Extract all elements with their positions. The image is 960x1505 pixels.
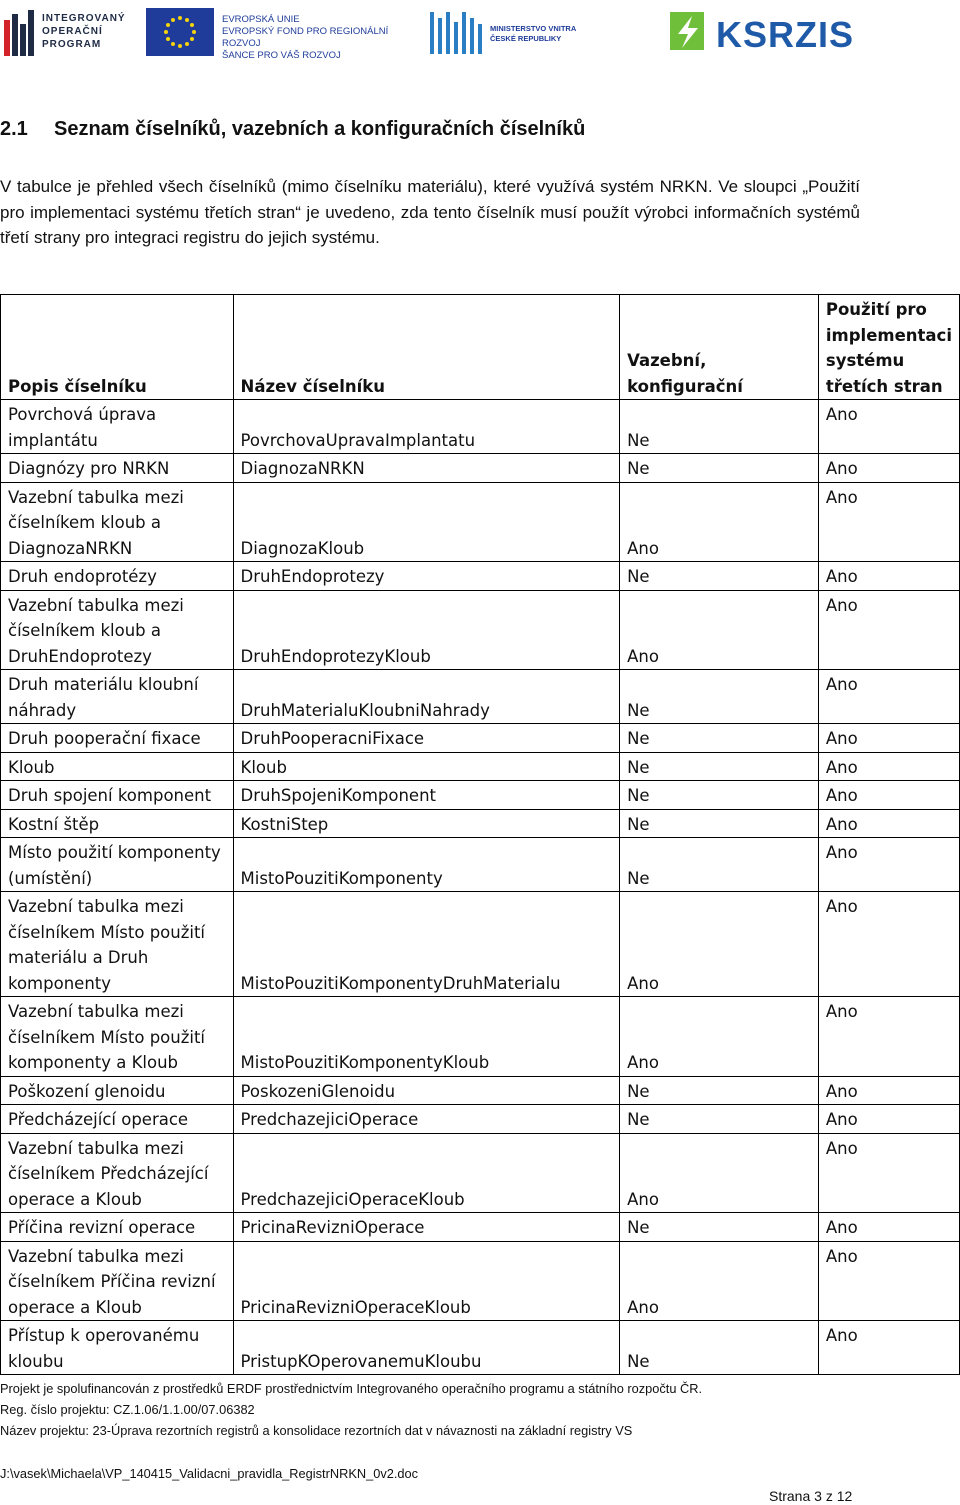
cell-popis: Druh spojení komponent: [1, 781, 234, 810]
table-row: [1, 809, 960, 838]
cell-nazev: MistoPouzitiKomponenty: [233, 838, 620, 892]
table-row: [1, 454, 960, 483]
cell-pouziti: Ano: [818, 400, 959, 454]
cell-nazev: DiagnozaNRKN: [233, 454, 620, 483]
cell-vazebni: Ne: [620, 809, 819, 838]
cell-popis: Druh pooperační fixace: [1, 724, 234, 753]
cell-pouziti: Ano: [818, 1133, 959, 1213]
eu-logo: [146, 8, 426, 61]
section-heading: [0, 118, 585, 141]
cell-vazebni: Ano: [620, 997, 819, 1077]
cell-pouziti: Ano: [818, 590, 959, 670]
cell-pouziti: Ano: [818, 1213, 959, 1242]
section-number: 2.1: [0, 118, 28, 140]
ministry-logo-text: MINISTERSTVO VNITRA ČESKÉ REPUBLIKY: [490, 24, 577, 43]
cell-popis: Vazební tabulka mezi číselníkem kloub a DiagnozaNRKN: [1, 482, 234, 562]
cell-nazev: PristupKOperovanemuKloubu: [233, 1321, 620, 1375]
eu-flag-icon: [146, 8, 214, 56]
cell-pouziti: Ano: [818, 1105, 959, 1134]
iop-logo-text: INTEGROVANÝ OPERAČNÍ PROGRAM: [42, 13, 126, 50]
cell-nazev: DruhEndoprotezy: [233, 562, 620, 591]
ksrzis-logo-text: KSRZIS: [716, 14, 855, 55]
cell-popis: Poškození glenoidu: [1, 1076, 234, 1105]
cell-pouziti: Ano: [818, 724, 959, 753]
cell-pouziti: Ano: [818, 1241, 959, 1321]
cell-nazev: PricinaRevizniOperace: [233, 1213, 620, 1242]
cell-vazebni: Ano: [620, 1133, 819, 1213]
cell-vazebni: Ne: [620, 1105, 819, 1134]
cell-vazebni: Ano: [620, 892, 819, 997]
table-body: [1, 400, 960, 1375]
cell-pouziti: Ano: [818, 1321, 959, 1375]
cell-pouziti: Ano: [818, 454, 959, 483]
cell-nazev: MistoPouzitiKomponentyKloub: [233, 997, 620, 1077]
cell-nazev: KostniStep: [233, 809, 620, 838]
cell-vazebni: Ne: [620, 1213, 819, 1242]
cell-pouziti: Ano: [818, 562, 959, 591]
cell-vazebni: Ano: [620, 1241, 819, 1321]
table-row: [1, 400, 960, 454]
cell-vazebni: Ano: [620, 590, 819, 670]
section-title: Seznam číselníků, vazebních a konfiguračních číselníků: [54, 118, 586, 140]
cell-popis: Kloub: [1, 752, 234, 781]
codelist-table: [0, 294, 960, 1375]
cell-vazebni: Ne: [620, 1321, 819, 1375]
cell-pouziti: Ano: [818, 482, 959, 562]
cell-popis: Diagnózy pro NRKN: [1, 454, 234, 483]
table-row: [1, 752, 960, 781]
iop-bars-icon: [4, 10, 36, 56]
table-row: [1, 781, 960, 810]
cell-vazebni: Ne: [620, 400, 819, 454]
cell-vazebni: Ne: [620, 562, 819, 591]
table-row: [1, 1133, 960, 1213]
table-row: [1, 838, 960, 892]
cell-nazev: DiagnozaKloub: [233, 482, 620, 562]
table-row: [1, 1076, 960, 1105]
cell-pouziti: Ano: [818, 809, 959, 838]
intro-paragraph: V tabulce je přehled všech číselníků (mimo číselníku materiálu), které využívá systém NRKN. Ve sloupci „Použití pro implementaci systému třetích stran“ je uvedeno, zda tento číselník musí použít výrobci informačních systémů třetí strany pro integraci registru do jejich systému.: [0, 177, 860, 247]
header-pouziti: Použití pro implementaci systému třetích stran: [818, 295, 959, 400]
cell-nazev: PredchazejiciOperaceKloub: [233, 1133, 620, 1213]
cell-pouziti: Ano: [818, 997, 959, 1077]
cell-pouziti: Ano: [818, 838, 959, 892]
cell-popis: Druh endoprotézy: [1, 562, 234, 591]
table-row: [1, 1213, 960, 1242]
cell-pouziti: Ano: [818, 892, 959, 997]
table-row: [1, 1241, 960, 1321]
cell-nazev: DruhEndoprotezyKloub: [233, 590, 620, 670]
table-row: [1, 590, 960, 670]
ksrzis-logo: [664, 8, 854, 58]
table-row: [1, 724, 960, 753]
cell-popis: Předcházející operace: [1, 1105, 234, 1134]
ministry-logo: [430, 8, 580, 58]
table-header-row: [1, 295, 960, 400]
cell-popis: Vazební tabulka mezi číselníkem Místo použití materiálu a Druh komponenty: [1, 892, 234, 997]
cell-vazebni: Ne: [620, 838, 819, 892]
footer-funding: Projekt je spolufinancován z prostředků ERDF prostřednictvím Integrovaného operačního programu a státního rozpočtu ČR.: [0, 1381, 703, 1396]
ministry-grid-icon: [430, 10, 482, 56]
cell-pouziti: Ano: [818, 670, 959, 724]
table-row: [1, 1105, 960, 1134]
cell-vazebni: Ne: [620, 724, 819, 753]
table-row: [1, 997, 960, 1077]
cell-nazev: DruhMaterialuKloubniNahrady: [233, 670, 620, 724]
cell-nazev: Kloub: [233, 752, 620, 781]
table-row: [1, 670, 960, 724]
footer-reg-number: Reg. číslo projektu: CZ.1.06/1.1.00/07.06382: [0, 1402, 255, 1417]
cell-nazev: DruhSpojeniKomponent: [233, 781, 620, 810]
cell-nazev: PovrchovaUpravaImplantatu: [233, 400, 620, 454]
cell-popis: Vazební tabulka mezi číselníkem Místo použití komponenty a Kloub: [1, 997, 234, 1077]
cell-vazebni: Ne: [620, 781, 819, 810]
footer-project-name: Název projektu: 23-Úprava rezortních registrů a konsolidace rezortních dat v návaznosti na základní registry VS: [0, 1423, 633, 1438]
header-logos: [0, 6, 960, 62]
cell-popis: Povrchová úprava implantátu: [1, 400, 234, 454]
cell-pouziti: Ano: [818, 1076, 959, 1105]
cell-vazebni: Ano: [620, 482, 819, 562]
table-row: [1, 482, 960, 562]
header-popis: Popis číselníku: [1, 295, 234, 400]
cell-popis: Vazební tabulka mezi číselníkem Příčina revizní operace a Kloub: [1, 1241, 234, 1321]
table-row: [1, 562, 960, 591]
cell-vazebni: Ne: [620, 670, 819, 724]
cell-nazev: MistoPouzitiKomponentyDruhMaterialu: [233, 892, 620, 997]
cell-popis: Příčina revizní operace: [1, 1213, 234, 1242]
cell-nazev: PredchazejiciOperace: [233, 1105, 620, 1134]
cell-vazebni: Ne: [620, 752, 819, 781]
table-row: [1, 1321, 960, 1375]
cell-vazebni: Ne: [620, 454, 819, 483]
cell-vazebni: Ne: [620, 1076, 819, 1105]
page-number: Strana 3 z 12: [769, 1488, 853, 1504]
cell-popis: Místo použití komponenty (umístění): [1, 838, 234, 892]
cell-nazev: PricinaRevizniOperaceKloub: [233, 1241, 620, 1321]
iop-logo: [4, 8, 124, 58]
cell-nazev: DruhPooperacniFixace: [233, 724, 620, 753]
cell-popis: Druh materiálu kloubní náhrady: [1, 670, 234, 724]
ksrzis-mark-icon: [664, 8, 708, 54]
cell-nazev: PoskozeniGlenoidu: [233, 1076, 620, 1105]
cell-popis: Kostní štěp: [1, 809, 234, 838]
header-nazev: Název číselníku: [233, 295, 620, 400]
header-vazebni: Vazební, konfigurační: [620, 295, 819, 400]
eu-logo-text: EVROPSKÁ UNIE EVROPSKÝ FOND PRO REGIONÁLNÍ ROZVOJ ŠANCE PRO VÁŠ ROZVOJ: [222, 14, 389, 61]
cell-popis: Přístup k operovanému kloubu: [1, 1321, 234, 1375]
cell-pouziti: Ano: [818, 752, 959, 781]
footer-file-path: J:\vasek\Michaela\VP_140415_Validacni_pravidla_RegistrNRKN_0v2.doc: [0, 1466, 419, 1481]
cell-popis: Vazební tabulka mezi číselníkem Předcházející operace a Kloub: [1, 1133, 234, 1213]
cell-pouziti: Ano: [818, 781, 959, 810]
table-row: [1, 892, 960, 997]
page-footer: [0, 1378, 702, 1484]
cell-popis: Vazební tabulka mezi číselníkem kloub a DruhEndoprotezy: [1, 590, 234, 670]
